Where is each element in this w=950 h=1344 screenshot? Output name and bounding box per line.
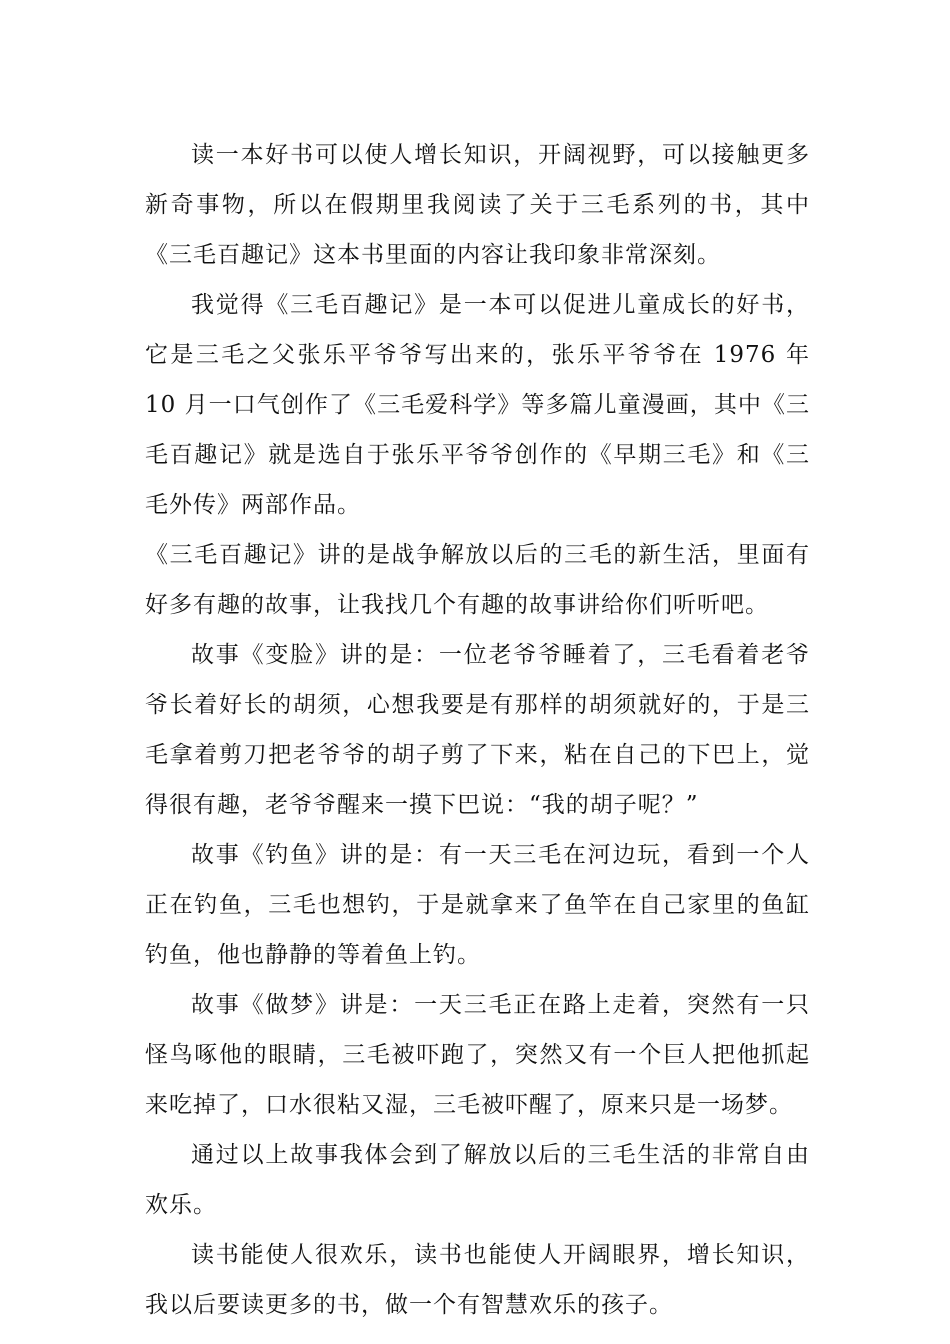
paragraph-story-bianlian: 故事《变脸》讲的是：一位老爷爷睡着了，三毛看着老爷爷长着好长的胡须，心想我要是有那样的胡须就好的，于是三毛拿着剪刀把老爷爷的胡子剪了下来，粘在自己的下巴上，觉得很有趣，老爷爷醒来一摸下巴说：“我的胡子呢？” bbox=[145, 642, 810, 818]
document-body bbox=[145, 130, 810, 1330]
paragraph-book-description: 我觉得《三毛百趣记》是一本可以促进儿童成长的好书，它是三毛之父张乐平爷爷写出来的，张乐平爷爷在 1976 年 10 月一口气创作了《三毛爱科学》等多篇儿童漫画，其中《三毛百趣记》就是选自于张乐平爷爷创作的《早期三毛》和《三毛外传》两部作品。 bbox=[145, 292, 810, 518]
paragraph-story-zuomeng: 故事《做梦》讲是：一天三毛正在路上走着，突然有一只怪鸟啄他的眼睛，三毛被吓跑了，突然又有一个巨人把他抓起来吃掉了，口水很粘又湿，三毛被吓醒了，原来只是一场梦。 bbox=[145, 992, 810, 1118]
paragraph-reflection: 通过以上故事我体会到了解放以后的三毛生活的非常自由欢乐。 bbox=[145, 1142, 810, 1218]
paragraph-conclusion: 读书能使人很欢乐，读书也能使人开阔眼界，增长知识，我以后要读更多的书，做一个有智慧欢乐的孩子。 bbox=[145, 1242, 810, 1318]
paragraph-intro: 读一本好书可以使人增长知识，开阔视野，可以接触更多新奇事物，所以在假期里我阅读了关于三毛系列的书，其中《三毛百趣记》这本书里面的内容让我印象非常深刻。 bbox=[145, 142, 810, 268]
paragraph-book-content: 《三毛百趣记》讲的是战争解放以后的三毛的新生活，里面有好多有趣的故事，让我找几个有趣的故事讲给你们听听吧。 bbox=[145, 542, 810, 618]
paragraph-story-diaoyu: 故事《钓鱼》讲的是：有一天三毛在河边玩，看到一个人正在钓鱼，三毛也想钓，于是就拿来了鱼竿在自己家里的鱼缸钓鱼，他也静静的等着鱼上钓。 bbox=[145, 842, 810, 968]
